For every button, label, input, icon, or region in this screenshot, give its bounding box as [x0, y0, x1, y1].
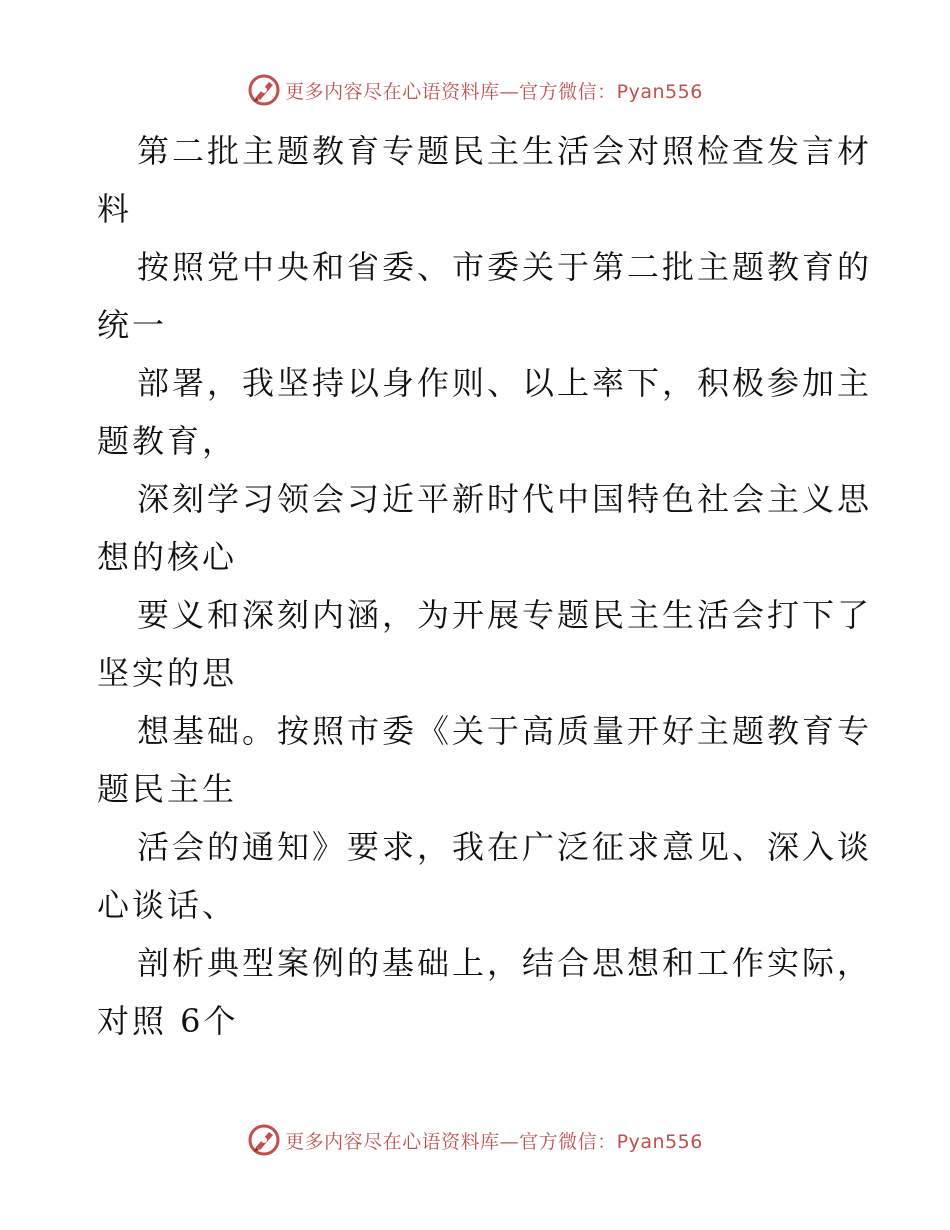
- watermark-text: [285, 77, 703, 104]
- paragraph-line: 要义和深刻内涵，为开展专题民主生活会打下了: [137, 596, 873, 634]
- paragraph-line: 题民主生: [97, 770, 238, 808]
- document-body: [97, 122, 873, 1050]
- paragraph-line: 心谈话、: [97, 886, 238, 924]
- paragraph-line: 想基础。按照市委《关于高质量开好主题教育专: [137, 712, 873, 750]
- pen-logo-icon: [247, 73, 281, 107]
- paragraph-line: 按照党中央和省委、市委关于第二批主题教育的: [137, 248, 873, 286]
- header-watermark: [0, 70, 950, 110]
- paragraph-line: 统一: [97, 306, 168, 344]
- footer-watermark: [0, 1120, 950, 1160]
- pen-logo-icon: [247, 1123, 281, 1157]
- title-line-1: 第二批主题教育专题民主生活会对照检查发言材: [137, 132, 873, 170]
- title-line-2: 料: [97, 190, 133, 228]
- paragraph-line: 部署，我坚持以身作则、以上率下，积极参加主: [137, 364, 873, 402]
- watermark-label: 更多内容尽在心语资料库—官方微信：: [285, 1130, 617, 1153]
- paragraph-line: 活会的通知》要求，我在广泛征求意见、深入谈: [137, 828, 873, 866]
- watermark-text: [285, 1127, 703, 1154]
- paragraph-line: 想的核心: [97, 538, 238, 576]
- paragraph-line: 坚实的思: [97, 654, 238, 692]
- paragraph-line: 题教育，: [97, 422, 238, 460]
- watermark-wechat-id: Pyan556: [616, 1130, 703, 1153]
- paragraph-line: 剖析典型案例的基础上，结合思想和工作实际，: [137, 944, 873, 982]
- watermark-wechat-id: Pyan556: [616, 80, 703, 103]
- paragraph-line: 深刻学习领会习近平新时代中国特色社会主义思: [137, 480, 873, 518]
- paragraph-line: 对照 6个: [97, 1002, 239, 1040]
- watermark-label: 更多内容尽在心语资料库—官方微信：: [285, 80, 617, 103]
